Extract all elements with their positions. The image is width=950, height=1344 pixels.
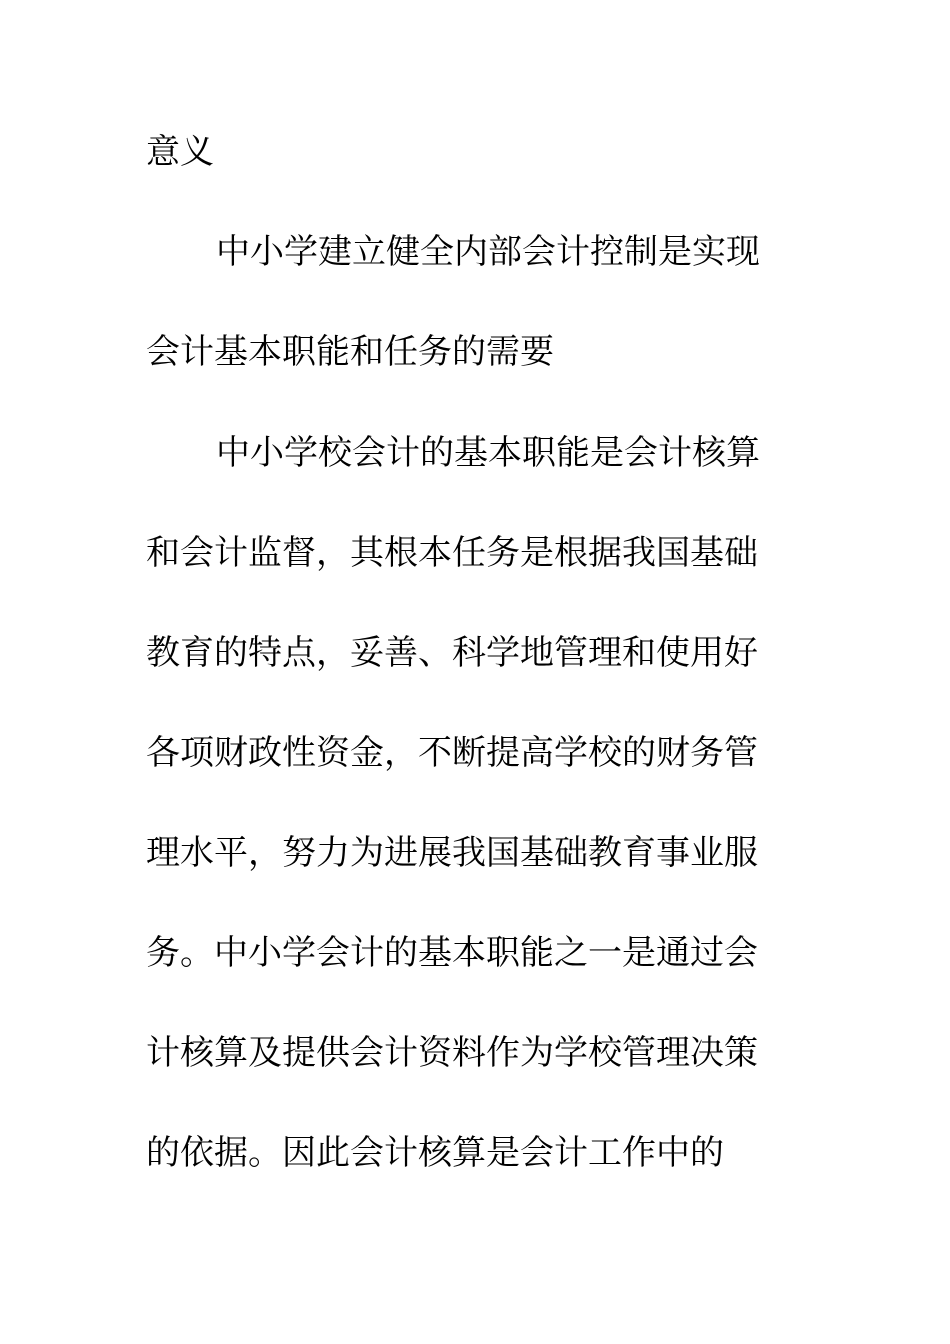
paragraph-line-3: 教育的特点，妥善、科学地管理和使用好 <box>146 633 758 673</box>
section-heading-line-1: 中小学建立健全内部会计控制是实现 <box>216 232 760 272</box>
paragraph-line-1: 中小学校会计的基本职能是会计核算 <box>216 433 760 473</box>
paragraph-line-6: 务。中小学会计的基本职能之一是通过会 <box>146 933 758 973</box>
paragraph-line-5: 理水平，努力为进展我国基础教育事业服 <box>146 833 758 873</box>
paragraph-line-7: 计核算及提供会计资料作为学校管理决策 <box>146 1033 758 1073</box>
paragraph-line-8: 的依据。因此会计核算是会计工作中的 <box>146 1133 724 1173</box>
paragraph-line-2: 和会计监督，其根本任务是根据我国基础 <box>146 533 758 573</box>
section-heading-line-2: 会计基本职能和任务的需要 <box>146 332 554 372</box>
paragraph-line-4: 各项财政性资金，不断提高学校的财务管 <box>146 733 758 773</box>
text-line-heading-end: 意义 <box>146 132 214 172</box>
